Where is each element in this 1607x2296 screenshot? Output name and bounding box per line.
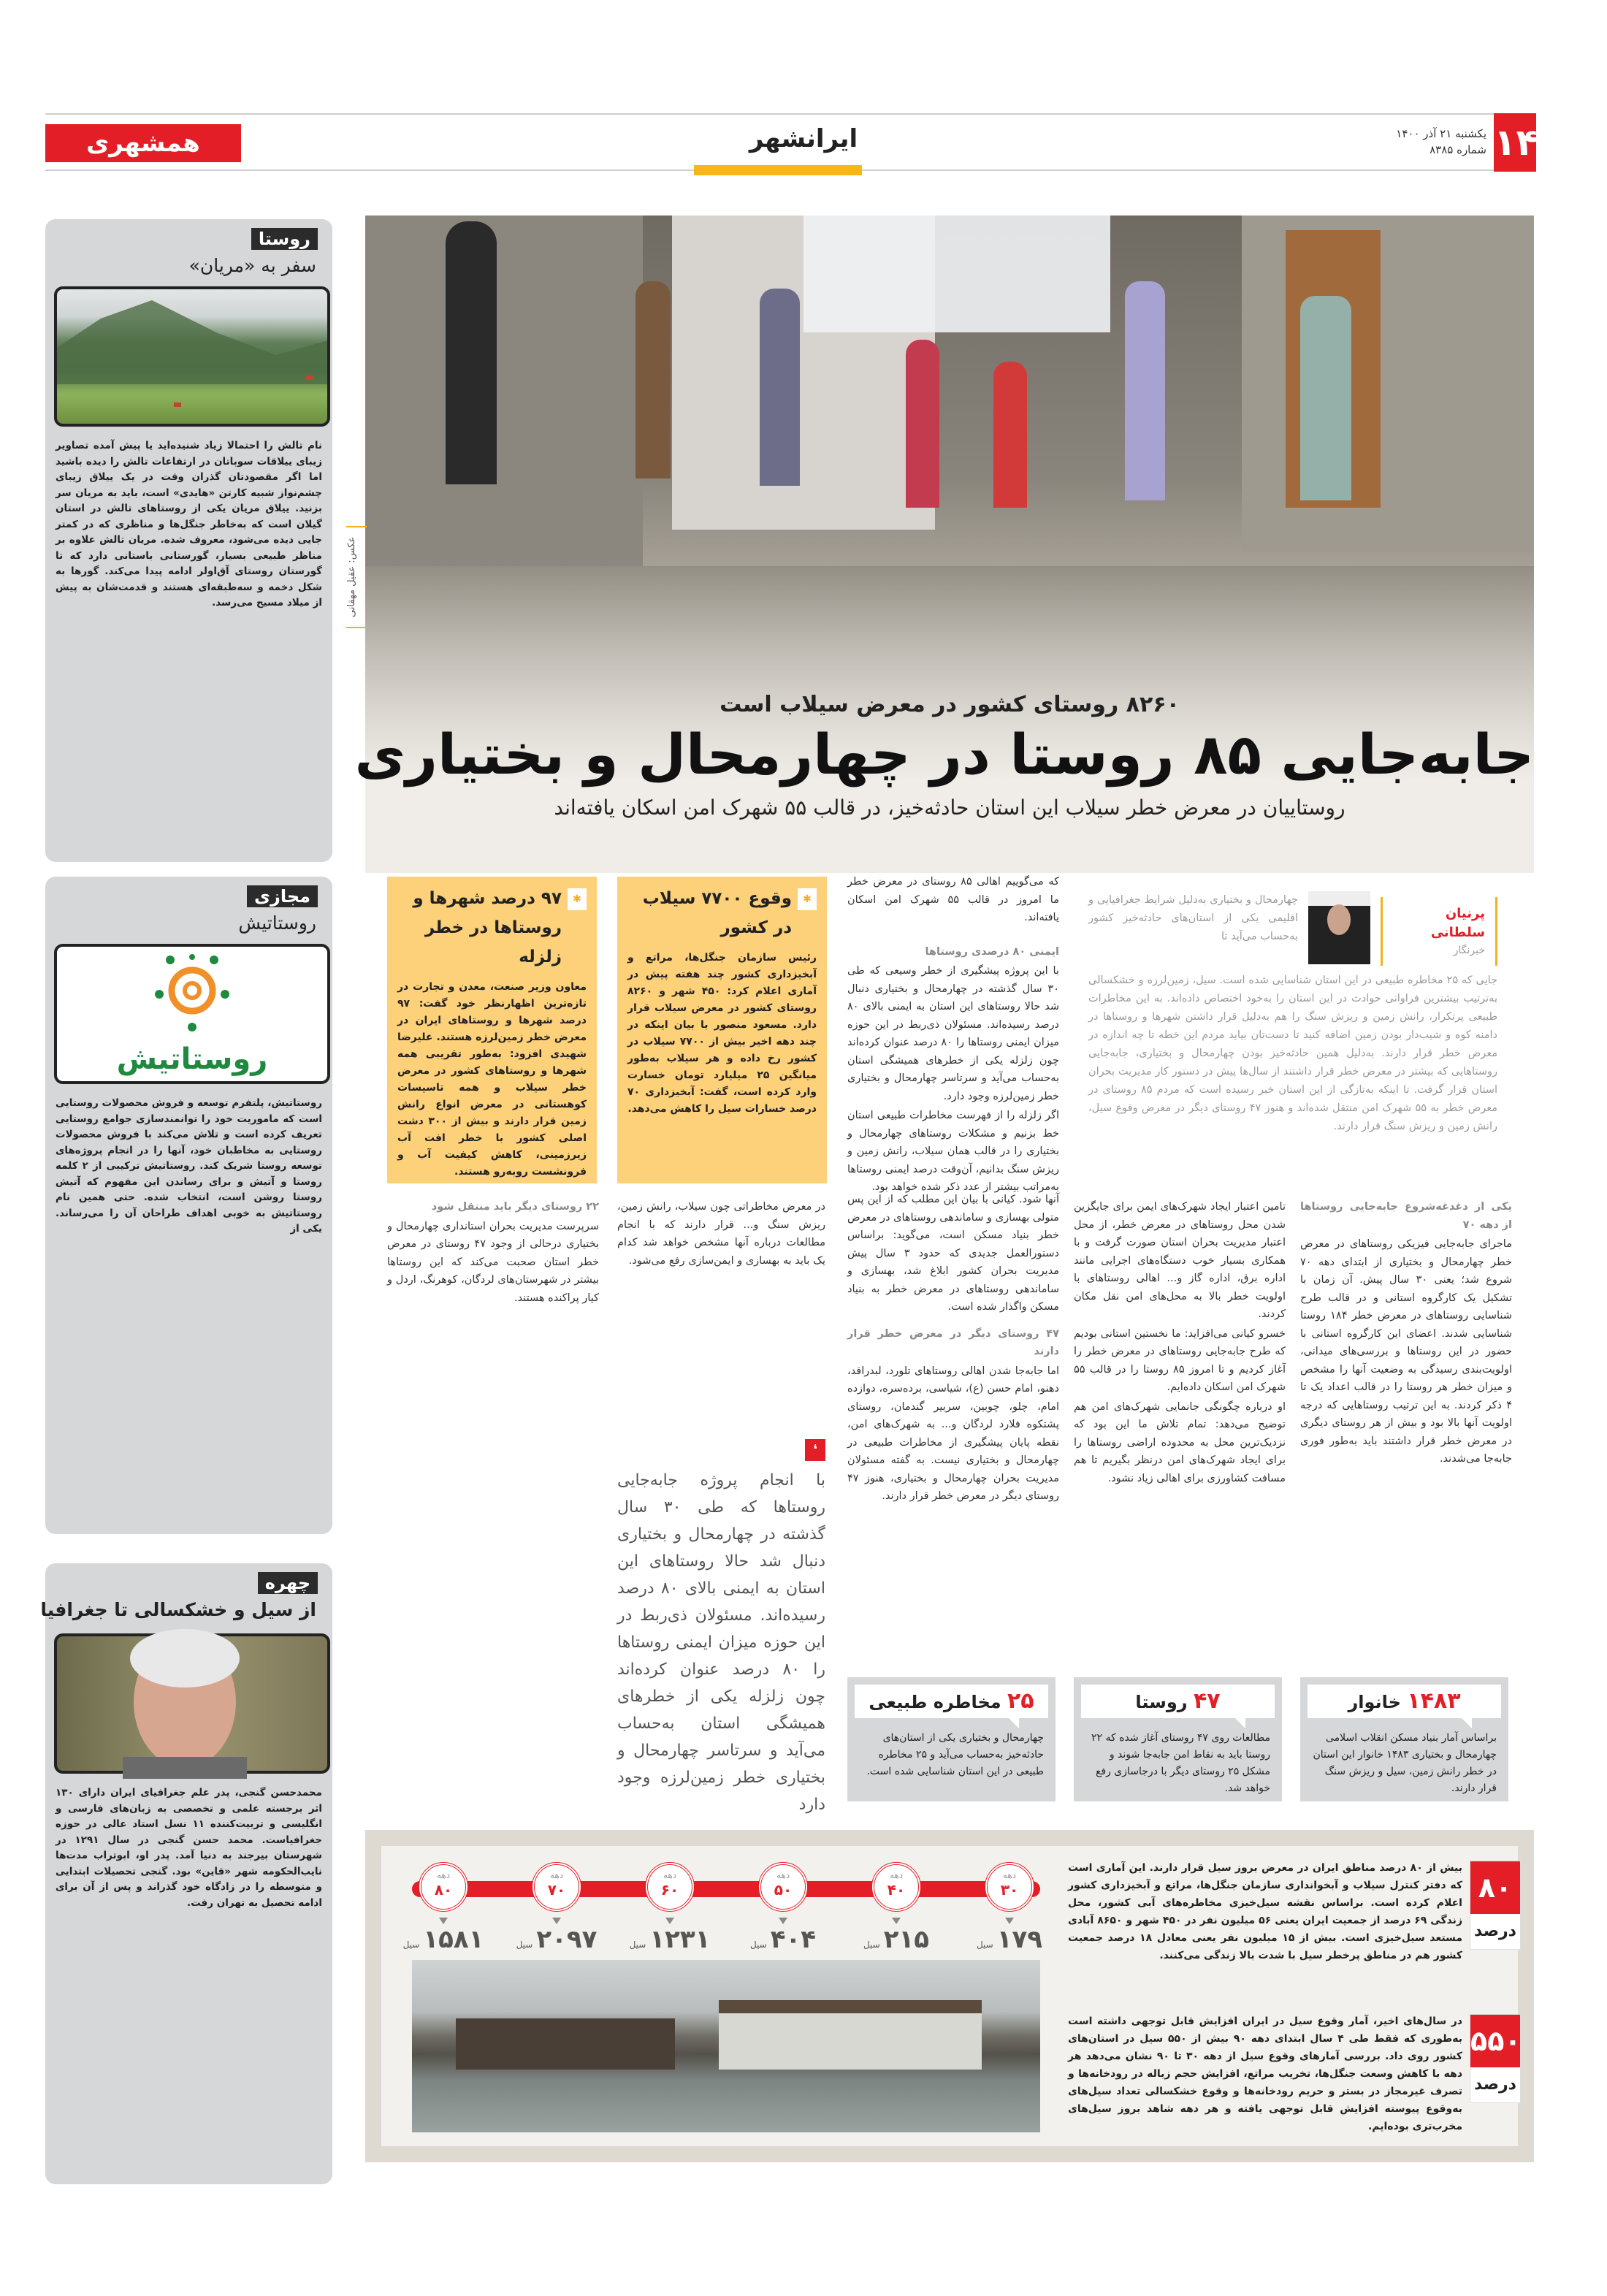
pull-quote-text: با انجام پروژه جابه‌جایی روستاها که طی ۳۰ سال گذشته در چهارمحال و بختیاری دنبال شد حالا روستاهای این استان به ایمنی بالای ۸۰ درصد رسیده‌اند. مسئولان ذی‌ربط در این حوزه میزان ایمنی روستاها را ۸۰ درصد عنوان کرده‌اند چون زلزله یکی از خطرهای همیشگی استان به‌حساب می‌آید و سرتاسر چهارمحال و بختیاری خطر زمین‌لرزه وجود دارد (617, 1471, 825, 1814)
decade-label: دهه (1002, 1870, 1017, 1880)
stat-number: ۲۵ (1007, 1688, 1034, 1714)
flood-infographic (365, 1830, 1534, 2162)
timeline-decade-0 (985, 1862, 1034, 1912)
stat-text: براساس آمار بنیاد مسکن انقلاب اسلامی چهارمحال و بختیاری ۱۴۸۳ خانوار این استان در خطر رانش زمین، سیل و ریزش سنگ قرار دارند. (1313, 1732, 1497, 1794)
author-name: پرنیان سلطانی (1430, 906, 1485, 940)
rustatish-logo (54, 944, 330, 1084)
decade-value: ۷۰ (547, 1881, 566, 1899)
stat-number: ۴۷ (1193, 1688, 1221, 1714)
decade-label: دهه (889, 1870, 904, 1880)
down-arrow-icon (552, 1918, 561, 1924)
fact-text: بیش از ۸۰ درصد مناطق ایران در معرض بروز سیل قرار دارند. این آماری است که دفتر کنترل سیلاب و آبخوانداری سازمان جنگل‌ها، مراتع و آبخیزداری کشور اعلام کرده است. براساس نقشه سیل‌خیزی مخاطره‌های آبی کشور، محل زندگی ۶۹ درصد از جمعیت ایران یعنی ۵۶ میلیون نفر در ۴۵۰ شهر و ۸۶۵۰ آبادی مستعد سیل‌خیزی است. بیش از ۱۵ میلیون نفر یعنی معادل ۱۸ درصد جمعیت کشور هم در مناطق پرخطر سیل با شدت بالا زندگی می‌کنند. (1068, 1862, 1463, 1961)
flood-count-value: ۱۲۳۱ (649, 1925, 711, 1954)
sidebar-village (45, 219, 332, 862)
stat-box-households (1300, 1677, 1508, 1801)
article-column (1074, 1198, 1286, 1666)
down-arrow-icon (439, 1918, 448, 1924)
header-top-rule (45, 113, 1535, 115)
paragraph: خسرو کیانی می‌افزاید: ما نخستین استانی بودیم که طرح جابه‌جایی روستاهای در معرض خطر را آغاز کردیم و تا امروز ۸۵ روستا را در قالب ۵۵ شهرک امن اسکان داده‌ایم. (1074, 1327, 1286, 1393)
fact-number: ۸۰ (1470, 1861, 1520, 1914)
paragraph: در معرض مخاطراتی چون سیلاب، رانش زمین، ریزش سنگ و... قرار دارند که با انجام مطالعات درباره آنها مشخص خواهد شد کدام یک باید به بهسازی و ایمن‌سازی رفع می‌شود. (617, 1201, 825, 1267)
article-kicker: ۸۲۶۰ روستای کشور در معرض سیلاب است (719, 692, 1180, 717)
flood-count-value: ۲۰۹۷ (536, 1925, 598, 1954)
portrait-photo (54, 1633, 330, 1774)
article-column (1300, 1198, 1512, 1666)
down-arrow-icon (779, 1918, 787, 1924)
flood-count-value: ۱۷۹ (996, 1925, 1043, 1954)
stat-label: خانوار (1348, 1692, 1401, 1712)
flood-count (728, 1925, 838, 1959)
paragraph: که می‌گوییم اهالی ۸۵ روستای در معرض خطر ما امروز در قالب ۵۵ شهرک امن اسکان یافته‌اند. (847, 876, 1059, 923)
decade-value: ۶۰ (660, 1881, 679, 1899)
stat-heading (1081, 1685, 1275, 1718)
paragraph: ماجرای جابه‌جایی فیزیکی روستاهای در معرض خطر چهارمحال و بختیاری از ابتدای دهه ۷۰ شروع شد؛ یعنی ۳۰ سال پیش. آن زمان با تشکیل یک کارگروه استانی و در قالب طرح شناسایی روستاهای در معرض خطر ۱۸۴ روستا شناسایی شدند. اعضای این کارگروه استانی با حضور در این روستاها و بررسی‌های میدانی، اولویت‌بندی رسیدگی به وضعیت آنها را مشخص و میزان خطر هر روستا را در قالب اعداد یک تا ۴ ذکر کردند. به این ترتیب روستاهایی که درجه اولویت آنها بالا بود و بیش از هر روستای دیگری در معرض خطر قرار داشتند باید به‌طور فوری جابه‌جا می‌شدند. (1300, 1238, 1512, 1465)
intro-body: جایی که ۲۵ مخاطره طبیعی در این استان شناسایی شده است. سیل، زمین‌لرزه و خشکسالی به‌ترتیب بیشترین فراوانی حوادث در این استان را به‌خود اختصاص داده‌اند. به این مخاطرات طبیعی پرتکرار، رانش زمین و ریزش سنگ را هم به‌دلیل قرار داشتن شهرها و روستاها در دامنه کوه و شیب‌دار بودن زمین اضافه کنید تا دست‌تان بیاید مردم این خطه تا چه اندازه در معرض خطر قرار دارند. به‌دلیل همین حادثه‌خیز بودن چهارمحال و بختیاری، جابه‌جایی روستاهایی که بیشتر در معرض خطر قرار داشتند از سال‌ها پیش در دستور کار مدیریت بحران استان قرار گرفت. تا اینکه به‌تازگی از این استان خبر رسیده است که مردم ۸۵ روستای در معرض خطر به ۵۵ شهرک امن منتقل شده‌اند و هنوز ۴۷ روستای دیگر در معرض وقوع سیل، رانش زمین و ریزش سنگ قرار دارند. (1088, 975, 1498, 1132)
sidebar-title: از سیل و خشکسالی تا جغرافیا (40, 1599, 316, 1620)
timeline-decade-5 (419, 1862, 468, 1912)
flood-count-value: ۴۰۴ (770, 1925, 817, 1954)
mountain-village-photo (54, 286, 330, 427)
timeline-decade-4 (532, 1862, 581, 1912)
page-number: ۱۴ (1494, 113, 1536, 172)
stat-label: مخاطره طبیعی (869, 1692, 1001, 1712)
decade-value: ۸۰ (434, 1881, 453, 1899)
rustatish-wordmark: روستاتیش (116, 1042, 268, 1076)
sidebar-box-floods (617, 877, 827, 1183)
decade-label: دهه (436, 1870, 451, 1880)
paragraph: با این پروژه پیشگیری از خطر وسیعی که طی ۳۰ سال گذشته در چهارمحال و بختیاری دنبال شد حالا روستاهای این استان به ایمنی بالای ۸۰ درصد رسیده‌اند. مسئولان ذی‌ربط در این حوزه میزان ایمنی روستاها را ۸۰ درصد عنوان کرده‌اند چون زلزله یکی از خطرهای همیشگی استان به‌حساب می‌آید و سرتاسر چهارمحال و بختیاری خطر زمین‌لرزه وجود دارد. (847, 965, 1059, 1102)
sidebar-title: روستاتیش (238, 912, 316, 934)
decade-label: دهه (549, 1870, 564, 1880)
flood-count (955, 1925, 1064, 1959)
flood-unit: سیل (749, 1940, 767, 1950)
stat-text: مطالعات روی ۴۷ روستای آغاز شده که ۲۲ روستا باید به نقاط امن جابه‌جا شوند و مشکل ۲۵ روستای دیگر با درجاسازی رفع خواهد شد. (1091, 1732, 1270, 1794)
flood-count-value: ۲۱۵ (883, 1925, 930, 1954)
quote-icon: ❛ (805, 1439, 825, 1461)
paragraph: اما جابه‌جا شدن اهالی روستاهای تلورد، لبدراقد، دهنو، امام حسن (ع)، شیاسی، برده‌سره، دوازده امام، چلو، چوبین، سربیر گندمان، روستای پشتکوه فلارد لردگان و... به شهرک‌های امن، نقطه پایان پیشگیری از مخاطرات طبیعی در چهارمحال و بختیاری نیست. به گفته مسئولان مدیریت بحران چهارمحال و بختیاری، هنوز ۴۷ روستای دیگر در معرض خطر قرار دارند. (847, 1365, 1059, 1502)
paragraph: او درباره چگونگی جانمایی شهرک‌های امن هم توضیح می‌دهد: تمام تلاش ما این بود که نزدیک‌ترین محل به محدوده اراضی روستاها را برای ایجاد شهرک‌های امن درنظر بگیریم تا هم مسافت کشاورزی برای اهالی زیاد نشود. (1074, 1400, 1286, 1484)
down-arrow-icon (665, 1918, 674, 1924)
flood-unit: سیل (629, 1940, 646, 1950)
sidebar-title: سفر به «مریان» (188, 255, 316, 276)
paragraph: تامین اعتبار ایجاد شهرک‌های ایمن برای جایگزین شدن محل روستاهای در معرض خطر، از محل اعتبار مدیریت بحران استان صورت گرفت و با همکاری بسیار خوب دستگاه‌های اجرایی مانند اداره برق، اداره گاز و... اهالی روستاهای با اولویت خطر بالا به محل‌های امن نقل مکان کردند. (1074, 1201, 1286, 1320)
author-avatar (1308, 891, 1370, 964)
sidebar-text: محمدحسن گنجی، پدر علم جغرافیای ایران دارای ۱۳۰ اثر برجسته علمی و تخصصی به زبان‌های فارسی و انگلیسی و تربیت‌کننده ۱۱ نسل استاد عالی در حوزه جغرافیاست. محمد حسن گنجی در سال ۱۲۹۱ در شهرستان بیرجند به دنیا آمد. پدر او، ابوتراب مدت‌ها نایب‌الحکومه شهر «قاین» بود. گنجی تحصیلات ابتدایی و متوسطه را در زادگاه خود گذراند و پس از آن برای ادامه تحصیل به تهران رفت. (56, 1787, 323, 1909)
box-title: وقوع ۷۷۰۰ سیلاب در کشور (642, 889, 792, 937)
flood-unit: سیل (402, 1940, 420, 1950)
flood-unit: سیل (976, 1940, 993, 1950)
stat-text: چهارمحال و بختیاری یکی از استان‌های حادثه‌خیز به‌حساب می‌آید و ۲۵ مخاطره طبیعی در این استان شناسایی شده است. (866, 1732, 1044, 1777)
article-headline: جابه‌جایی ۸۵ روستا در چهارمحال و بختیاری (354, 722, 1534, 787)
fact-badge-80 (1470, 1861, 1521, 1950)
decade-value: ۳۰ (1000, 1881, 1019, 1899)
intro-text: چهارمحال و بختیاری به‌دلیل شرایط جغرافیایی و اقلیمی یکی از استان‌های حادثه‌خیز کشور به‌حساب می‌آید تا (1088, 894, 1298, 942)
sidebar-online (45, 877, 332, 1534)
pull-quote (617, 1439, 825, 1814)
down-arrow-icon (892, 1918, 901, 1924)
decade-label: دهه (663, 1870, 677, 1880)
stat-number: ۱۴۸۳ (1407, 1688, 1461, 1714)
sidebar-face (40, 1563, 332, 2184)
box-body: رئیس سازمان جنگل‌ها، مراتع و آبخیزداری کشور چند هفته پیش در آماری اعلام کرد: ۴۵۰ شهر و ۸۲۶۰ روستای کشور در معرض سیلاب قرار دارد. مسعود منصور با بیان اینکه در چند دهه اخیر بیش از ۷۷۰۰ سیلاب در کشور رخ داده و هر سیلاب به‌طور میانگین ۲۵ میلیارد تومان خسارت وارد کرده است، گفت: آبخیزداری ۷۰ درصد خسارات سیل را کاهش می‌دهد. (627, 952, 817, 1115)
date-issue (1359, 126, 1486, 158)
flood-count (389, 1925, 498, 1959)
sidebar-text: روستاتیش، پلتفرم توسعه و فروش محصولات روستایی است که ماموریت خود را توانمندسازی جوامع روستایی تعریف کرده است و تلاش می‌کند با فروش محصولات روستایی به مخاطبان خود، آنها را در انجام پروژه‌های توسعه روستا شریک کند. روستاتیش ترکیبی از ۲ کلمه روستا و آتیش و برای رساندن این مفهوم که آتیش روستا روشن است، انتخاب شده. حتی همین نام روستاتیش به خوبی اهداف طراحان آن را می‌رساند. یکی از (56, 1097, 322, 1235)
star-icon: ✱ (798, 888, 817, 910)
subheading: ۴۷ روستای دیگر در معرض خطر قرار دارند (847, 1327, 1059, 1357)
author-intro-box (1074, 877, 1512, 1154)
subheading: ۲۲ روستای دیگر باید منتقل شود (431, 1201, 599, 1213)
sidebar-tag: مجازی (247, 885, 318, 907)
mountain-icon (57, 289, 327, 424)
flood-count-value: ۱۵۸۱ (423, 1925, 484, 1954)
article-titles (354, 690, 1534, 822)
sidebar-tag: روستا (251, 228, 318, 250)
timeline-decade-1 (871, 1862, 921, 1912)
timeline-decade-2 (758, 1862, 808, 1912)
box-body: معاون وزیر صنعت، معدن و تجارت در تازه‌ترین اظهارنظر خود گفت: ۹۷ درصد شهرها و روستاهای ایران در معرض خطر زمین‌لرزه هستند. علیرضا شهیدی افزود: به‌طور تقریبی همه شهرها و روستاهای کشور در معرض خطر سیلاب و همه تاسیسات کوهستانی در معرض انواع رانش زمین قرار دارند و بیش از ۳۰۰ دشت اصلی کشور با خطر افت آب زیرزمینی، کاهش کیفیت آب و فرونشست روبه‌رو هستند. (397, 981, 587, 1178)
stat-heading (1308, 1685, 1501, 1718)
section-accent-bar (694, 165, 862, 175)
date: یکشنبه ۲۱ آذر ۱۴۰۰ (1396, 127, 1486, 140)
subheading: یکی از دغدغه‌شروع جابه‌جایی روستاها از دهه ۷۰ (1300, 1201, 1512, 1231)
article-column (387, 1198, 599, 1812)
flood-unit: سیل (863, 1940, 880, 1950)
subheading: ایمنی ۸۰ درصدی روستاها (925, 945, 1059, 958)
sidebar-tag: چهره (258, 1572, 318, 1594)
fact-badge-550 (1470, 2014, 1521, 2103)
stat-box-hazards (847, 1677, 1056, 1801)
author-role: خبرنگار (1453, 945, 1485, 956)
flood-count (615, 1925, 725, 1959)
star-icon: ✱ (568, 888, 587, 910)
box-title: ۹۷ درصد شهرها و روستاها در خطر زلزله (413, 889, 562, 966)
flood-unit: سیل (516, 1940, 533, 1950)
article-column (617, 1198, 825, 1432)
author-header (1088, 891, 1497, 966)
fact-number: ۵۵۰ (1470, 2015, 1520, 2067)
person-portrait-icon (57, 1636, 327, 1771)
timeline-decade-3 (645, 1862, 695, 1912)
paragraph: اگر زلزله را از فهرست مخاطرات طبیعی استان خط بزنیم و مشکلات روستاهای چهارمحال و بختیاری را در قالب همان سیلاب، رانش زمین و ریزش سنگ بدانیم، آن‌وقت درصد ایمنی روستاها به‌مراتب بیشتر از عدد ذکر شده خواهد بود. (847, 1110, 1059, 1193)
stat-heading (855, 1685, 1048, 1718)
decade-value: ۴۰ (887, 1881, 906, 1899)
fact-unit: درصد (1474, 2075, 1516, 2094)
down-arrow-icon (1005, 1918, 1014, 1924)
fact-unit: درصد (1474, 1922, 1516, 1940)
issue-number: شماره ۸۳۸۵ (1429, 143, 1486, 156)
stat-box-villages (1074, 1677, 1282, 1801)
sidebar-box-earthquake (387, 877, 597, 1183)
photo-credit: عکس: عقیل مهقانی (346, 526, 367, 628)
author-bracket (1381, 897, 1497, 966)
newspaper-logo[interactable]: همشهری (45, 124, 241, 162)
decade-value: ۵۰ (774, 1881, 793, 1899)
sun-logo-icon (57, 947, 327, 1034)
article-column (847, 873, 1059, 1193)
flood-count (502, 1925, 611, 1959)
flood-count (841, 1925, 951, 1959)
section-title: ایرانشهر (749, 124, 858, 153)
stat-label: روستا (1135, 1692, 1188, 1712)
decade-label: دهه (776, 1870, 790, 1880)
timeline-bar (412, 1881, 1040, 1897)
article-column (847, 1191, 1059, 1666)
fact-text: در سال‌های اخیر، آمار وقوع سیل در ایران افزایش قابل توجهی داشته است به‌طوری که فقط طی ۴ سال ابتدای دهه ۹۰ بیش از ۵۵۰ سیل در استان‌های کشور روی داد. بررسی آمارهای وقوع سیل از دهه ۳۰ تا ۹۰ نشان می‌دهد هر دهه با کاهش وسعت جنگل‌ها، تخریب مراتع، افزایش حجم زباله در رودخانه‌ها و تصرف غیرمجاز در بستر و حریم رودخانه‌ها و وقوع خشکسالی تعداد سیل‌های به‌وقوع پیوسته افزایش قابل توجهی یافته و هر دهه شاهد بروز سیل‌های مخرب‌تری بوده‌ایم. (1068, 2015, 1462, 2132)
sidebar-text: نام تالش را احتمالا زیاد شنیده‌اید یا پیش آمده تصاویر زیبای ییلاقات سوباتان در ارتفاعات تالش را دیده باشید اما اگر مقصودتان گذران وقت در یک ییلاق زیبای چشم‌نواز شبیه کارتن «هایدی» است، باید به مریان سر بزنید. ییلاق مریان یکی از روستاهای تالش در استان گیلان است که به‌خاطر جنگل‌ها و مناظری که در کمتر جایی دیده می‌شود، معروف شده. مریان تالش علاوه بر مناظر طبیعی بسیار، گورستانی باستانی دارد که تا گورستان روستای آق‌اولر ادامه پیدا می‌کند. گورها به شکل دخمه و سه‌طبقه‌ای هستند و قدمت‌شان به پیش از میلاد مسیح می‌رسد. (56, 440, 322, 609)
flood-houses-photo (412, 1960, 1040, 2132)
paragraph: سرپرست مدیریت بحران استانداری چهارمحال و بختیاری درحالی از وجود ۴۷ روستای در معرض خطر استان صحبت می‌کند که این روستاها بیشتر در شهرستان‌های لردگان، کوهرنگ، اردل و کیار پراکنده هستند. (387, 1220, 599, 1304)
paragraph: آنها شود. کیانی با بیان این مطلب که از این پس متولی بهسازی و ساماندهی روستاهای در معرض خطر بنیاد مسکن است، می‌گوید: براساس دستورالعمل جدیدی که حدود ۳ سال پیش مدیریت بحران کشور ابلاغ شد، بهسازی و ساماندهی روستاهای در معرض خطر به بنیاد مسکن واگذار شده است. (847, 1194, 1060, 1313)
article-lead: روستاییان در معرض خطر سیلاب این استان حادثه‌خیز، در قالب ۵۵ شهرک امن اسکان یافته‌اند (554, 796, 1345, 820)
